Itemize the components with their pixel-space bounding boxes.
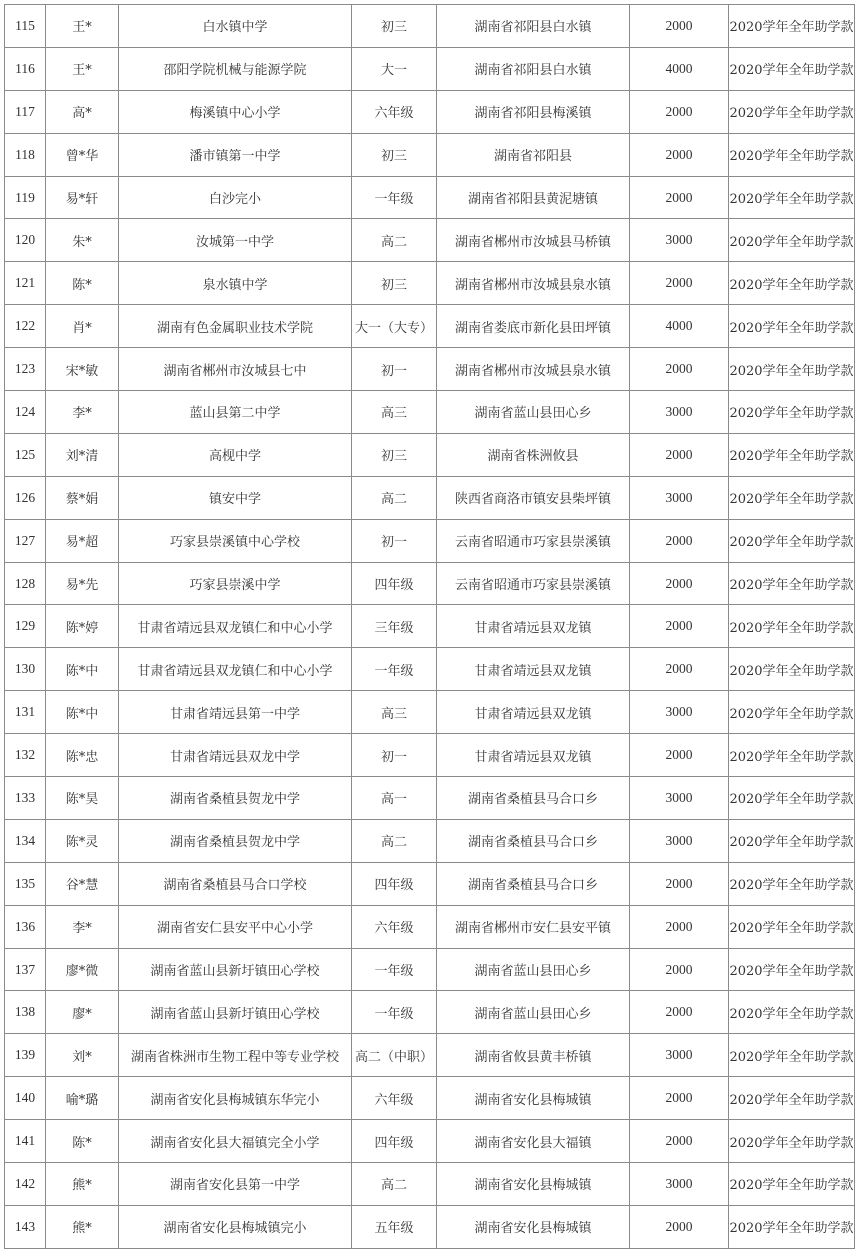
table-row (5, 348, 855, 391)
cell-name: 刘* (46, 1034, 119, 1077)
cell-school: 白水镇中学 (119, 5, 352, 48)
cell-note: 2020学年全年助学款 (729, 176, 855, 219)
cell-school: 湖南省安化县第一中学 (119, 1163, 352, 1206)
cell-school: 湖南省蓝山县新圩镇田心学校 (119, 991, 352, 1034)
cell-school: 白沙完小 (119, 176, 352, 219)
table-row (5, 1120, 855, 1163)
cell-school: 蓝山县第二中学 (119, 391, 352, 434)
cell-school: 湖南省桑植县贺龙中学 (119, 819, 352, 862)
cell-grade: 六年级 (352, 1077, 437, 1120)
cell-amount: 2000 (630, 948, 729, 991)
cell-index: 135 (5, 862, 46, 905)
cell-amount: 2000 (630, 1077, 729, 1120)
cell-amount: 2000 (630, 433, 729, 476)
cell-note: 2020学年全年助学款 (729, 819, 855, 862)
cell-school: 巧家县崇溪镇中心学校 (119, 519, 352, 562)
cell-school: 湖南省桑植县贺龙中学 (119, 777, 352, 820)
cell-school: 湖南省安化县大福镇完全小学 (119, 1120, 352, 1163)
cell-name: 宋*敏 (46, 348, 119, 391)
cell-name: 刘*清 (46, 433, 119, 476)
cell-amount: 2000 (630, 562, 729, 605)
table-row (5, 1205, 855, 1248)
cell-grade: 高二 (352, 219, 437, 262)
cell-index: 116 (5, 47, 46, 90)
cell-amount: 4000 (630, 47, 729, 90)
cell-name: 陈* (46, 1120, 119, 1163)
cell-index: 142 (5, 1163, 46, 1206)
cell-amount: 2000 (630, 519, 729, 562)
table-body (5, 5, 855, 1249)
cell-index: 133 (5, 777, 46, 820)
table-row (5, 219, 855, 262)
cell-grade: 初三 (352, 433, 437, 476)
cell-address: 湖南省祁阳县白水镇 (437, 5, 630, 48)
cell-address: 湖南省桑植县马合口乡 (437, 819, 630, 862)
cell-address: 湖南省郴州市安仁县安平镇 (437, 905, 630, 948)
table-row (5, 777, 855, 820)
cell-note: 2020学年全年助学款 (729, 1077, 855, 1120)
cell-grade: 大一（大专） (352, 305, 437, 348)
cell-grade: 初三 (352, 5, 437, 48)
cell-name: 易*轩 (46, 176, 119, 219)
cell-school: 高枧中学 (119, 433, 352, 476)
table-row (5, 433, 855, 476)
cell-note: 2020学年全年助学款 (729, 991, 855, 1034)
cell-school: 甘肃省靖远县双龙中学 (119, 734, 352, 777)
cell-school: 湖南省安化县梅城镇东华完小 (119, 1077, 352, 1120)
cell-index: 141 (5, 1120, 46, 1163)
cell-amount: 2000 (630, 605, 729, 648)
cell-address: 湖南省安化县梅城镇 (437, 1205, 630, 1248)
cell-grade: 大一 (352, 47, 437, 90)
cell-grade: 六年级 (352, 90, 437, 133)
cell-school: 湖南省桑植县马合口学校 (119, 862, 352, 905)
cell-note: 2020学年全年助学款 (729, 348, 855, 391)
cell-address: 甘肃省靖远县双龙镇 (437, 648, 630, 691)
table-row (5, 819, 855, 862)
table-row (5, 262, 855, 305)
cell-amount: 3000 (630, 1163, 729, 1206)
cell-name: 朱* (46, 219, 119, 262)
cell-note: 2020学年全年助学款 (729, 90, 855, 133)
cell-school: 湖南省安化县梅城镇完小 (119, 1205, 352, 1248)
cell-grade: 初一 (352, 519, 437, 562)
cell-note: 2020学年全年助学款 (729, 948, 855, 991)
cell-note: 2020学年全年助学款 (729, 5, 855, 48)
cell-school: 湖南有色金属职业技术学院 (119, 305, 352, 348)
cell-name: 陈*婷 (46, 605, 119, 648)
cell-index: 138 (5, 991, 46, 1034)
cell-index: 123 (5, 348, 46, 391)
table-row (5, 648, 855, 691)
cell-school: 甘肃省靖远县第一中学 (119, 691, 352, 734)
table-row (5, 5, 855, 48)
table-row (5, 1077, 855, 1120)
cell-grade: 高二 (352, 1163, 437, 1206)
cell-note: 2020学年全年助学款 (729, 305, 855, 348)
cell-address: 湖南省桑植县马合口乡 (437, 777, 630, 820)
cell-school: 湖南省株洲市生物工程中等专业学校 (119, 1034, 352, 1077)
cell-note: 2020学年全年助学款 (729, 133, 855, 176)
cell-note: 2020学年全年助学款 (729, 777, 855, 820)
cell-amount: 3000 (630, 777, 729, 820)
cell-index: 121 (5, 262, 46, 305)
cell-amount: 2000 (630, 133, 729, 176)
cell-note: 2020学年全年助学款 (729, 1163, 855, 1206)
cell-address: 湖南省攸县黄丰桥镇 (437, 1034, 630, 1077)
cell-amount: 2000 (630, 1205, 729, 1248)
cell-grade: 初一 (352, 734, 437, 777)
cell-index: 122 (5, 305, 46, 348)
cell-address: 湖南省蓝山县田心乡 (437, 391, 630, 434)
cell-name: 蔡*娟 (46, 476, 119, 519)
cell-grade: 初三 (352, 133, 437, 176)
cell-note: 2020学年全年助学款 (729, 905, 855, 948)
cell-grade: 六年级 (352, 905, 437, 948)
cell-name: 熊* (46, 1163, 119, 1206)
cell-address: 湖南省娄底市新化县田坪镇 (437, 305, 630, 348)
cell-note: 2020学年全年助学款 (729, 1120, 855, 1163)
cell-amount: 2000 (630, 734, 729, 777)
cell-grade: 四年级 (352, 562, 437, 605)
cell-address: 云南省昭通市巧家县崇溪镇 (437, 519, 630, 562)
cell-index: 143 (5, 1205, 46, 1248)
cell-index: 117 (5, 90, 46, 133)
cell-name: 陈*昊 (46, 777, 119, 820)
table-row (5, 905, 855, 948)
cell-note: 2020学年全年助学款 (729, 519, 855, 562)
cell-grade: 五年级 (352, 1205, 437, 1248)
cell-address: 湖南省祁阳县黄泥塘镇 (437, 176, 630, 219)
cell-grade: 三年级 (352, 605, 437, 648)
cell-grade: 高二 (352, 476, 437, 519)
cell-grade: 初一 (352, 348, 437, 391)
cell-index: 137 (5, 948, 46, 991)
cell-address: 湖南省蓝山县田心乡 (437, 948, 630, 991)
table-row (5, 476, 855, 519)
cell-name: 李* (46, 905, 119, 948)
aid-recipient-table-page (4, 4, 854, 1249)
cell-index: 119 (5, 176, 46, 219)
cell-school: 泉水镇中学 (119, 262, 352, 305)
table-row (5, 605, 855, 648)
table-row (5, 391, 855, 434)
cell-name: 易*超 (46, 519, 119, 562)
cell-school: 汝城第一中学 (119, 219, 352, 262)
cell-name: 易*先 (46, 562, 119, 605)
cell-school: 邵阳学院机械与能源学院 (119, 47, 352, 90)
cell-note: 2020学年全年助学款 (729, 433, 855, 476)
cell-index: 125 (5, 433, 46, 476)
cell-name: 陈*中 (46, 648, 119, 691)
cell-index: 140 (5, 1077, 46, 1120)
table-row (5, 948, 855, 991)
cell-index: 134 (5, 819, 46, 862)
table-row (5, 90, 855, 133)
cell-school: 湖南省安仁县安平中心小学 (119, 905, 352, 948)
cell-grade: 初三 (352, 262, 437, 305)
cell-note: 2020学年全年助学款 (729, 605, 855, 648)
cell-school: 甘肃省靖远县双龙镇仁和中心小学 (119, 648, 352, 691)
cell-note: 2020学年全年助学款 (729, 562, 855, 605)
cell-amount: 2000 (630, 648, 729, 691)
cell-school: 甘肃省靖远县双龙镇仁和中心小学 (119, 605, 352, 648)
table-row (5, 1163, 855, 1206)
cell-address: 甘肃省靖远县双龙镇 (437, 734, 630, 777)
table-row (5, 562, 855, 605)
cell-name: 喻*璐 (46, 1077, 119, 1120)
cell-address: 湖南省株洲攸县 (437, 433, 630, 476)
cell-amount: 2000 (630, 262, 729, 305)
cell-name: 熊* (46, 1205, 119, 1248)
table-row (5, 691, 855, 734)
cell-name: 肖* (46, 305, 119, 348)
table-row (5, 862, 855, 905)
cell-address: 湖南省安化县梅城镇 (437, 1077, 630, 1120)
cell-address: 湖南省郴州市汝城县马桥镇 (437, 219, 630, 262)
cell-address: 湖南省桑植县马合口乡 (437, 862, 630, 905)
cell-amount: 3000 (630, 1034, 729, 1077)
cell-amount: 2000 (630, 176, 729, 219)
cell-amount: 3000 (630, 391, 729, 434)
cell-name: 王* (46, 5, 119, 48)
table-row (5, 991, 855, 1034)
cell-index: 129 (5, 605, 46, 648)
table-row (5, 734, 855, 777)
cell-index: 127 (5, 519, 46, 562)
cell-grade: 高二（中职） (352, 1034, 437, 1077)
cell-name: 谷*慧 (46, 862, 119, 905)
cell-address: 湖南省郴州市汝城县泉水镇 (437, 262, 630, 305)
cell-address: 陕西省商洛市镇安县柴坪镇 (437, 476, 630, 519)
cell-index: 139 (5, 1034, 46, 1077)
cell-amount: 3000 (630, 219, 729, 262)
cell-index: 136 (5, 905, 46, 948)
table-row (5, 176, 855, 219)
cell-name: 廖*微 (46, 948, 119, 991)
table-row (5, 133, 855, 176)
table-row (5, 519, 855, 562)
cell-school: 梅溪镇中心小学 (119, 90, 352, 133)
cell-grade: 四年级 (352, 862, 437, 905)
table-row (5, 1034, 855, 1077)
cell-grade: 一年级 (352, 176, 437, 219)
cell-grade: 高二 (352, 819, 437, 862)
cell-amount: 3000 (630, 476, 729, 519)
cell-index: 126 (5, 476, 46, 519)
cell-amount: 2000 (630, 90, 729, 133)
cell-index: 132 (5, 734, 46, 777)
cell-address: 湖南省郴州市汝城县泉水镇 (437, 348, 630, 391)
cell-name: 李* (46, 391, 119, 434)
cell-amount: 4000 (630, 305, 729, 348)
cell-note: 2020学年全年助学款 (729, 1205, 855, 1248)
cell-grade: 高三 (352, 391, 437, 434)
cell-address: 湖南省祁阳县 (437, 133, 630, 176)
cell-grade: 一年级 (352, 948, 437, 991)
cell-amount: 3000 (630, 819, 729, 862)
cell-address: 湖南省安化县梅城镇 (437, 1163, 630, 1206)
cell-grade: 高三 (352, 691, 437, 734)
cell-address: 湖南省蓝山县田心乡 (437, 991, 630, 1034)
cell-note: 2020学年全年助学款 (729, 219, 855, 262)
cell-note: 2020学年全年助学款 (729, 691, 855, 734)
cell-grade: 四年级 (352, 1120, 437, 1163)
cell-address: 湖南省祁阳县梅溪镇 (437, 90, 630, 133)
cell-amount: 2000 (630, 5, 729, 48)
cell-name: 陈* (46, 262, 119, 305)
cell-index: 120 (5, 219, 46, 262)
cell-school: 潘市镇第一中学 (119, 133, 352, 176)
cell-note: 2020学年全年助学款 (729, 862, 855, 905)
cell-note: 2020学年全年助学款 (729, 648, 855, 691)
cell-index: 128 (5, 562, 46, 605)
cell-school: 湖南省郴州市汝城县七中 (119, 348, 352, 391)
cell-name: 廖* (46, 991, 119, 1034)
cell-school: 巧家县崇溪中学 (119, 562, 352, 605)
cell-school: 镇安中学 (119, 476, 352, 519)
cell-amount: 2000 (630, 991, 729, 1034)
cell-name: 陈*灵 (46, 819, 119, 862)
cell-amount: 2000 (630, 348, 729, 391)
cell-note: 2020学年全年助学款 (729, 47, 855, 90)
aid-recipient-table (4, 4, 855, 1249)
cell-address: 甘肃省靖远县双龙镇 (437, 605, 630, 648)
cell-amount: 2000 (630, 905, 729, 948)
cell-grade: 高一 (352, 777, 437, 820)
cell-index: 115 (5, 5, 46, 48)
cell-index: 130 (5, 648, 46, 691)
cell-name: 陈*中 (46, 691, 119, 734)
cell-index: 124 (5, 391, 46, 434)
cell-note: 2020学年全年助学款 (729, 391, 855, 434)
cell-school: 湖南省蓝山县新圩镇田心学校 (119, 948, 352, 991)
cell-address: 云南省昭通市巧家县崇溪镇 (437, 562, 630, 605)
cell-amount: 2000 (630, 1120, 729, 1163)
cell-note: 2020学年全年助学款 (729, 1034, 855, 1077)
cell-grade: 一年级 (352, 991, 437, 1034)
cell-grade: 一年级 (352, 648, 437, 691)
cell-amount: 3000 (630, 691, 729, 734)
cell-note: 2020学年全年助学款 (729, 262, 855, 305)
cell-index: 131 (5, 691, 46, 734)
cell-note: 2020学年全年助学款 (729, 734, 855, 777)
cell-name: 曾*华 (46, 133, 119, 176)
cell-note: 2020学年全年助学款 (729, 476, 855, 519)
cell-name: 王* (46, 47, 119, 90)
table-row (5, 47, 855, 90)
table-row (5, 305, 855, 348)
cell-address: 甘肃省靖远县双龙镇 (437, 691, 630, 734)
cell-index: 118 (5, 133, 46, 176)
cell-name: 高* (46, 90, 119, 133)
cell-name: 陈*忠 (46, 734, 119, 777)
cell-address: 湖南省祁阳县白水镇 (437, 47, 630, 90)
cell-address: 湖南省安化县大福镇 (437, 1120, 630, 1163)
cell-amount: 2000 (630, 862, 729, 905)
